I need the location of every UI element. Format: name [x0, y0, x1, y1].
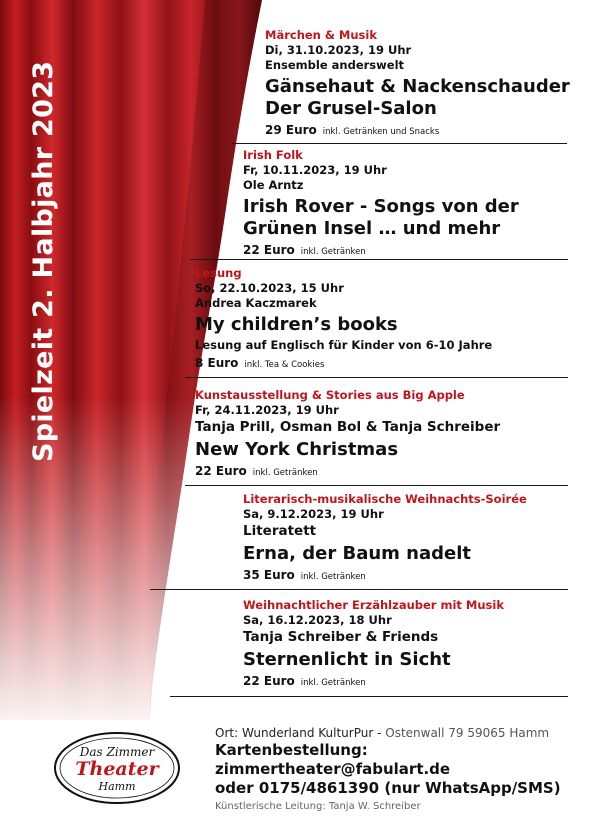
separator: [185, 485, 568, 486]
event-performer: Tanja Schreiber & Friends: [243, 629, 439, 645]
separator: [170, 696, 568, 697]
event-date: Sa, 16.12.2023, 18 Uhr: [243, 613, 392, 627]
venue-line: Ort: Wunderland KulturPur - Ostenwall 79 59065 Hamm: [215, 726, 550, 740]
price-note: inkl. Getränken: [300, 678, 366, 688]
logo-line1: Das Zimmer: [79, 745, 155, 759]
event-price: [243, 243, 593, 260]
separator: [232, 143, 567, 144]
price-note: inkl. Getränken und Snacks: [322, 127, 440, 137]
artistic-lead: Künstlerische Leitung: Tanja W. Schreiber: [215, 801, 421, 812]
event-5: [243, 492, 593, 585]
event-price: [265, 123, 595, 140]
event-category: Märchen & Musik: [265, 28, 377, 42]
event-performer: Ensemble anderswelt: [265, 58, 405, 72]
event-3: [195, 266, 590, 373]
separator: [185, 377, 568, 378]
event-price: [195, 356, 590, 373]
price-value: 35 Euro: [243, 568, 295, 582]
event-1: [265, 28, 595, 140]
event-title-line2: Grünen Insel … und mehr: [243, 218, 501, 239]
event-performer: Literatett: [243, 523, 317, 539]
event-category: Lesung: [195, 266, 242, 280]
price-value: 22 Euro: [243, 674, 295, 688]
logo-line3: Hamm: [98, 780, 136, 793]
price-value: 22 Euro: [243, 243, 295, 257]
logo-line2: Theater: [75, 758, 159, 780]
event-title: Sternenlicht in Sicht: [243, 649, 451, 670]
footer: [215, 725, 600, 814]
event-title: Gänsehaut & Nackenschauder: [265, 76, 570, 97]
event-6: [243, 598, 593, 691]
price-note: inkl. Getränken: [300, 247, 366, 257]
event-4: [195, 388, 590, 481]
price-value: 8 Euro: [195, 356, 239, 370]
booking-email: Kartenbestellung: zimmertheater@fabulart.de: [215, 741, 451, 778]
event-price: [243, 568, 593, 585]
event-price: [195, 464, 590, 481]
event-date: Sa, 9.12.2023, 19 Uhr: [243, 507, 384, 521]
price-value: 22 Euro: [195, 464, 247, 478]
event-2: [243, 148, 593, 260]
zimmertheater-logo: [52, 730, 182, 806]
venue-label: Ort: Wunderland KulturPur: [215, 726, 374, 740]
price-note: inkl. Getränken: [252, 468, 318, 478]
event-title: My children’s books: [195, 314, 398, 335]
price-value: 29 Euro: [265, 123, 317, 137]
event-category: Weihnachtlicher Erzählzauber mit Musik: [243, 598, 504, 612]
season-title: Spielzeit 2. Halbjahr 2023: [28, 60, 59, 462]
event-category: Kunstausstellung & Stories aus Big Apple: [195, 388, 465, 402]
event-date: So, 22.10.2023, 15 Uhr: [195, 281, 344, 295]
event-performer: Tanja Prill, Osman Bol & Tanja Schreiber: [195, 419, 501, 435]
event-title: New York Christmas: [195, 439, 399, 460]
event-performer: Andrea Kaczmarek: [195, 296, 317, 310]
event-category: Literarisch-musikalische Weihnachts-Soirée: [243, 492, 527, 506]
event-category: Irish Folk: [243, 148, 303, 162]
event-title: Erna, der Baum nadelt: [243, 543, 472, 564]
event-date: Fr, 10.11.2023, 19 Uhr: [243, 163, 387, 177]
event-title-line2: Der Grusel-Salon: [265, 98, 437, 119]
booking-phone: oder 0175/4861390 (nur WhatsApp/SMS): [215, 779, 561, 797]
event-date: Di, 31.10.2023, 19 Uhr: [265, 43, 412, 57]
event-price: [243, 674, 593, 691]
event-performer: Ole Arntz: [243, 178, 304, 192]
event-subtitle: Lesung auf Englisch für Kinder von 6-10 Jahre: [195, 338, 493, 352]
separator: [150, 589, 568, 590]
venue-address: Ostenwall 79 59065 Hamm: [385, 726, 550, 740]
price-note: inkl. Tea & Cookies: [244, 360, 325, 370]
price-note: inkl. Getränken: [300, 572, 366, 582]
event-date: Fr, 24.11.2023, 19 Uhr: [195, 403, 339, 417]
separator: [190, 259, 568, 260]
event-title: Irish Rover - Songs von der: [243, 196, 519, 217]
